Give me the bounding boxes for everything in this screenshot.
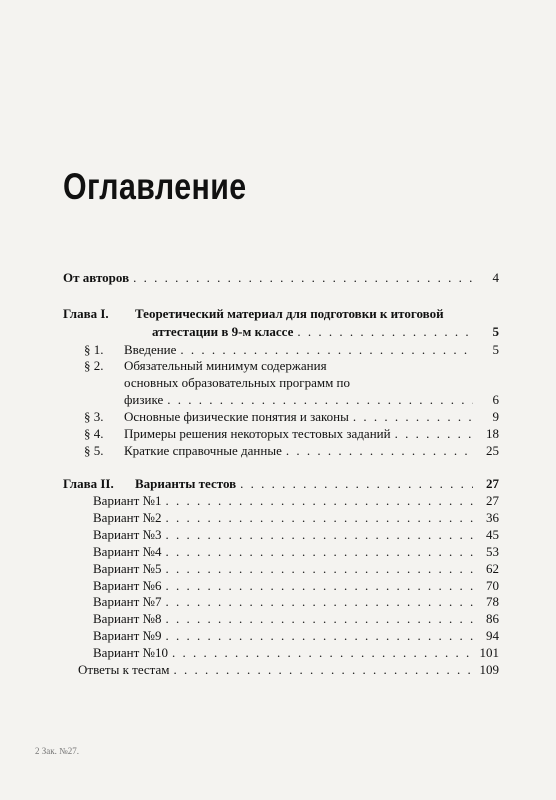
toc-entry-variant[interactable] (93, 578, 499, 593)
toc-entry-chapter-1[interactable] (152, 324, 499, 339)
toc-entry-label: Вариант №4 (93, 543, 162, 559)
toc-entry-label: Примеры решения некоторых тестовых заданий (124, 426, 391, 441)
toc-page-number: 62 (486, 560, 499, 576)
leader-dots (165, 527, 473, 542)
leader-dots (165, 561, 473, 576)
toc-entry-label: Вариант №1 (93, 493, 162, 508)
toc-entry-section-5[interactable] (124, 443, 499, 458)
toc-entry-answers[interactable] (78, 662, 499, 677)
toc-entry-label: От авторов (63, 270, 130, 285)
leader-dots (165, 493, 473, 508)
toc-entry-section-4[interactable] (124, 426, 499, 441)
leader-dots (395, 426, 473, 441)
leader-dots (174, 662, 473, 677)
toc-entry-label: Вариант №7 (93, 594, 162, 610)
toc-page-number: 45 (486, 526, 499, 542)
toc-page-number: 53 (486, 543, 499, 559)
toc-entry-label: Вариант №3 (93, 526, 162, 542)
toc-entry-label-line2: основных образовательных программ по (124, 375, 351, 390)
leader-dots (286, 443, 473, 458)
toc-entry-label: Введение (124, 342, 177, 357)
toc-entry-label: Основные физические понятия и законы (124, 409, 349, 424)
toc-entry-chapter-2[interactable] (135, 476, 499, 491)
leader-dots (167, 392, 473, 407)
leader-dots (165, 628, 473, 643)
toc-entry-label: Ответы к тестам (78, 662, 170, 677)
section-number: § 3. (84, 409, 104, 424)
leader-dots (165, 544, 473, 559)
toc-entry-section-1[interactable] (124, 342, 499, 357)
toc-entry-label: Вариант №9 (93, 628, 162, 644)
toc-entry-label: Вариант №6 (93, 577, 162, 593)
chapter-2-title: Варианты тестов (135, 476, 237, 491)
leader-dots (240, 476, 473, 491)
toc-entry-label: Краткие справочные данные (124, 443, 282, 458)
toc-page-number: 25 (486, 443, 499, 458)
leader-dots (353, 409, 473, 424)
toc-entry-variant[interactable] (93, 611, 499, 626)
section-number: § 4. (84, 426, 104, 441)
leader-dots (165, 594, 473, 609)
section-number: § 2. (84, 358, 104, 373)
toc-page-number: 86 (486, 611, 499, 627)
toc-entry-label: Вариант №10 (93, 645, 168, 661)
toc-entry-section-3[interactable] (124, 409, 499, 424)
toc-entry-section-2[interactable] (124, 392, 499, 407)
toc-entry-variant[interactable] (93, 527, 499, 542)
chapter-1-title-line2: аттестации в 9-м классе (152, 324, 294, 339)
page-title: Оглавление (63, 166, 247, 207)
toc-entry-label: Вариант №5 (93, 560, 162, 576)
toc-entry-variant[interactable] (93, 493, 499, 508)
chapter-2-number: Глава II. (63, 476, 114, 491)
leader-dots (297, 324, 473, 339)
leader-dots (165, 611, 473, 626)
toc-page-number: 101 (479, 645, 499, 661)
toc-page-number: 6 (492, 392, 499, 407)
toc-entry-variant[interactable] (93, 594, 499, 609)
toc-entry-label: Вариант №2 (93, 509, 162, 525)
toc-page-number: 5 (492, 324, 499, 339)
toc-entry-variant[interactable] (93, 628, 499, 643)
toc-entry-variant[interactable] (93, 645, 499, 660)
toc-page-number: 9 (492, 409, 499, 424)
toc-page-number: 94 (486, 628, 499, 644)
section-number: § 1. (84, 342, 104, 357)
chapter-1-title-line1: Теоретический материал для подготовки к итоговой (135, 306, 444, 321)
toc-page-number: 4 (492, 270, 499, 285)
toc-entry-authors[interactable] (63, 270, 499, 285)
leader-dots (165, 578, 473, 593)
toc-entry-label: Вариант №8 (93, 611, 162, 627)
leader-dots (172, 645, 473, 660)
leader-dots (133, 270, 473, 285)
toc-page-number: 18 (486, 426, 499, 441)
toc-entry-variant[interactable] (93, 561, 499, 576)
toc-page-number: 36 (486, 509, 499, 525)
toc-entry-variant[interactable] (93, 510, 499, 525)
toc-page-number: 27 (486, 493, 499, 508)
toc-entry-label-line3: физике (124, 392, 164, 407)
toc-entry-variant[interactable] (93, 544, 499, 559)
toc-page-number: 70 (486, 577, 499, 593)
toc-entry-label-line1: Обязательный минимум содержания (124, 358, 327, 373)
section-number: § 5. (84, 443, 104, 458)
toc-page-number: 27 (486, 476, 499, 491)
page-footer: 2 Зак. №27. (35, 746, 79, 756)
toc-page-number: 78 (486, 594, 499, 610)
leader-dots (165, 510, 473, 525)
toc-page-number: 5 (492, 342, 499, 357)
chapter-1-number: Глава I. (63, 306, 109, 321)
toc-page-number: 109 (479, 662, 499, 677)
leader-dots (180, 342, 473, 357)
